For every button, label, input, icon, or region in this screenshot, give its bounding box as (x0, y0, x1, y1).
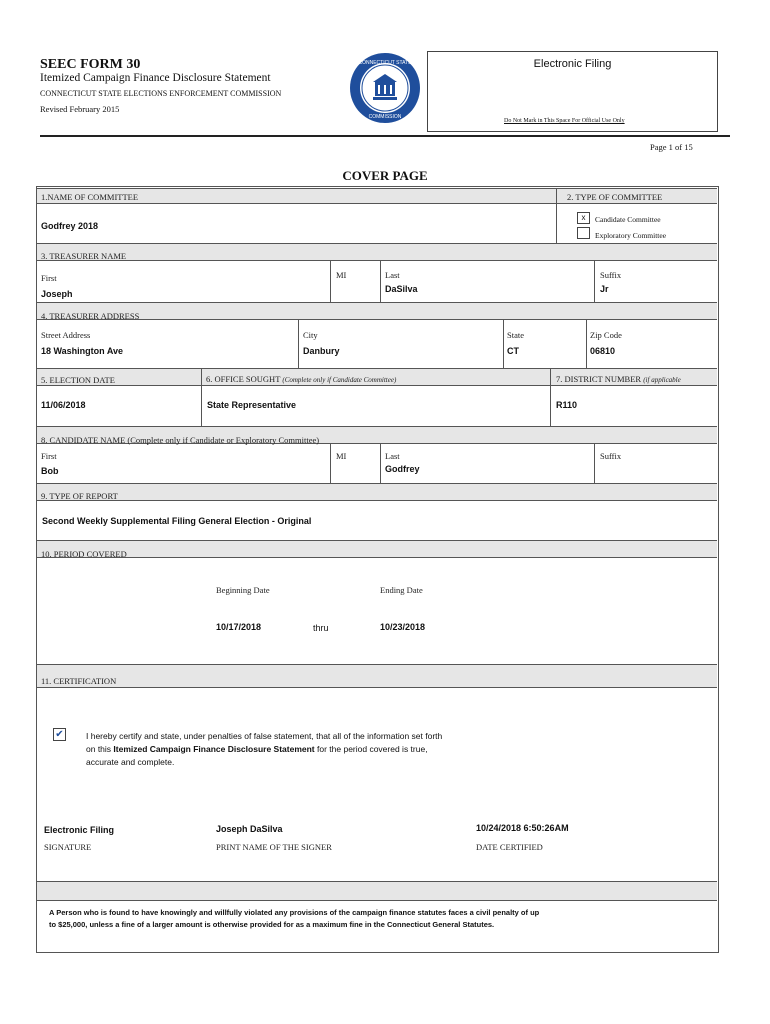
beginning-date: 10/17/2018 (216, 622, 262, 632)
city-value: Danbury (303, 346, 340, 356)
svg-text:CONNECTICUT STATE: CONNECTICUT STATE (358, 60, 412, 66)
district-number-label: 7. DISTRICT NUMBER (if applicable (556, 374, 681, 384)
form-title: SEEC FORM 30 (40, 57, 141, 72)
treasurer-name-label: 3. TREASURER NAME (41, 251, 127, 261)
candidate-last-label: Last (385, 451, 400, 461)
section-10-bar (37, 540, 717, 558)
page-number: Page 1 of 15 (650, 142, 693, 152)
date-certified: 10/24/2018 6:50:26AM (476, 823, 569, 833)
state-value: CT (507, 346, 519, 356)
candidate-suffix-label: Suffix (600, 451, 622, 461)
penalty-notice: A Person who is found to have knowingly and willfully violated any provisions of the campaign finance statutes faces a civil penalty of up to $25,000, unless a fine of a larger amount is otherwise provided for as a maximum fine in the Connecticut General Statutes. (49, 908, 540, 929)
district-number: R110 (556, 400, 578, 410)
treasurer-first: Joseph (41, 289, 73, 299)
committee-type-label: 2. TYPE OF COMMITTEE (567, 192, 663, 202)
svg-text:COMMISSION: COMMISSION (368, 114, 402, 120)
exploratory-committee-label: Exploratory Committee (595, 231, 667, 240)
official-use-box (427, 51, 718, 132)
footer-bar (37, 881, 717, 901)
official-box-title: Electronic Filing (533, 58, 612, 70)
candidate-name-label: 8. CANDIDATE NAME (Complete only if Candidate or Exploratory Committee) (41, 435, 320, 445)
signature-label: SIGNATURE (44, 842, 92, 852)
revised-date: Revised February 2015 (40, 104, 120, 114)
section-3-bar (37, 243, 717, 261)
candidate-first: Bob (41, 466, 59, 476)
form-subtitle: Itemized Campaign Finance Disclosure Statement (40, 72, 271, 84)
committee-name-label: 1.NAME OF COMMITTEE (41, 192, 139, 202)
thru-text: thru (313, 623, 329, 633)
section-11-bar (37, 664, 717, 688)
candidate-last: Godfrey (385, 464, 420, 474)
treasurer-suffix-label: Suffix (600, 270, 622, 280)
office-sought: State Representative (207, 400, 297, 410)
candidate-mi-label: MI (336, 451, 347, 461)
treasurer-first-label: First (41, 273, 57, 283)
treasurer-last-label: Last (385, 270, 400, 280)
state-label: State (507, 330, 524, 340)
official-box-note: Do Not Mark in This Space For Official Use Only (504, 118, 625, 124)
certify-checkbox[interactable]: ✔ (53, 728, 66, 741)
office-sought-label: 6. OFFICE SOUGHT (Complete only if Candidate Committee) (206, 374, 397, 384)
report-type-label: 9. TYPE OF REPORT (41, 491, 118, 501)
period-covered-label: 10. PERIOD COVERED (41, 549, 127, 559)
section-9-bar (37, 483, 717, 501)
election-date-label: 5. ELECTION DATE (41, 375, 115, 385)
committee-name: Godfrey 2018 (41, 221, 99, 231)
report-type: Second Weekly Supplemental Filing General Election - Original (42, 516, 312, 526)
treasurer-suffix: Jr (600, 284, 609, 294)
certification-statement: I hereby certify and state, under penalties of false statement, that all of the information set forth on this Itemized Campaign Finance Disclosure Statement for the period covered is true, accurate and complete. (86, 731, 443, 767)
state-seal-icon (349, 52, 421, 124)
zip-label: Zip Code (590, 330, 622, 340)
candidate-committee-label: Candidate Committee (595, 215, 661, 224)
signature-value: Electronic Filing (44, 825, 115, 835)
signer-name-label: PRINT NAME OF THE SIGNER (216, 842, 332, 852)
treasurer-last: DaSilva (385, 284, 418, 294)
candidate-committee-checkbox[interactable]: x (577, 212, 590, 224)
ending-date: 10/23/2018 (380, 622, 426, 632)
street-label: Street Address (41, 330, 91, 340)
header-divider (40, 135, 730, 137)
zip-value: 06810 (590, 346, 616, 356)
signer-name: Joseph DaSilva (216, 824, 283, 834)
beginning-date-label: Beginning Date (216, 585, 270, 595)
street-value: 18 Washington Ave (41, 346, 124, 356)
certification-label: 11. CERTIFICATION (41, 676, 117, 686)
candidate-first-label: First (41, 451, 57, 461)
election-date: 11/06/2018 (41, 400, 86, 410)
city-label: City (303, 330, 318, 340)
ending-date-label: Ending Date (380, 585, 423, 595)
agency-name: CONNECTICUT STATE ELECTIONS ENFORCEMENT COMMISSION (40, 89, 282, 98)
treasurer-address-label: 4. TREASURER ADDRESS (41, 311, 140, 321)
treasurer-mi-label: MI (336, 270, 347, 280)
cover-page-title: COVER PAGE (342, 168, 428, 183)
exploratory-committee-checkbox[interactable] (577, 227, 590, 239)
date-certified-label: DATE CERTIFIED (476, 842, 543, 852)
